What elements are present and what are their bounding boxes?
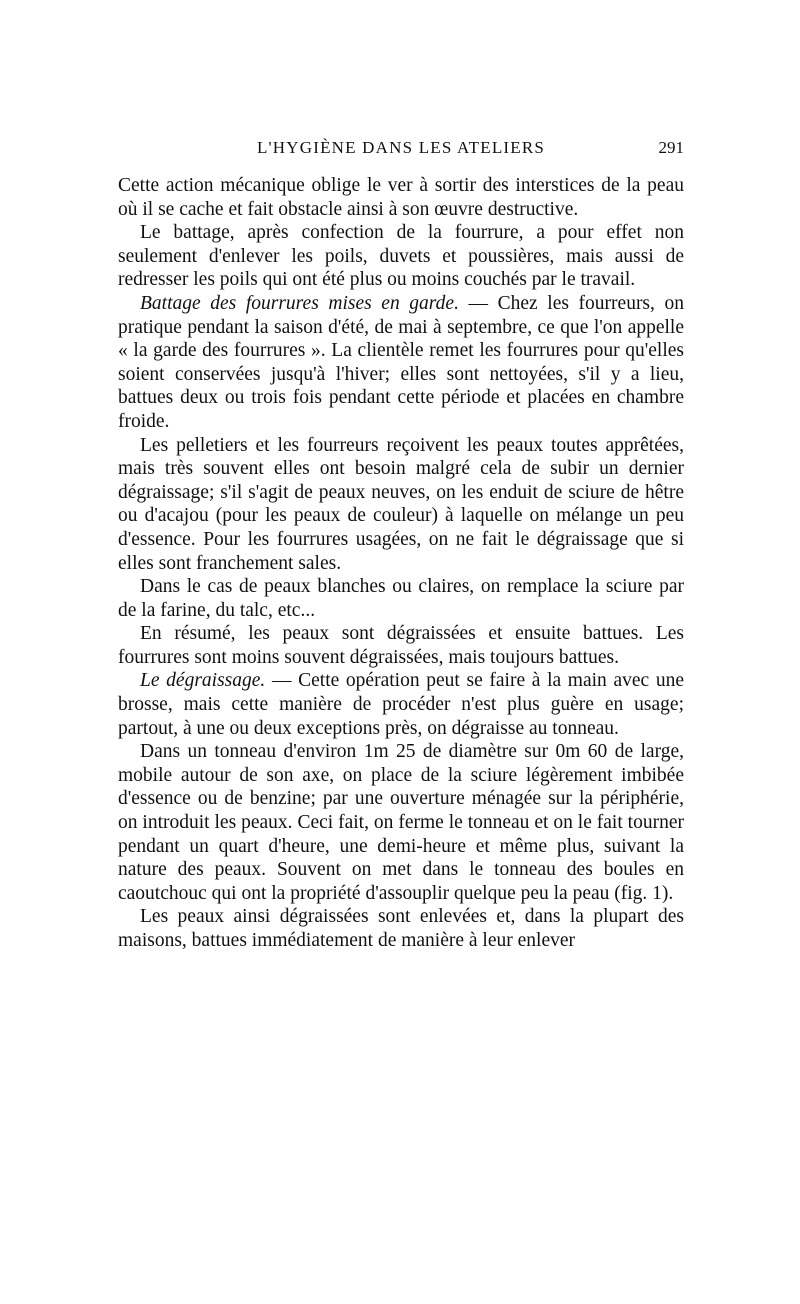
paragraph-text: Dans le cas de peaux blanches ou claires, on remplace la sciure par de la farine, du talc, etc... bbox=[118, 576, 684, 621]
body-text bbox=[118, 174, 684, 953]
paragraph-text: Cette action mécanique oblige le ver à sortir des interstices de la peau où il se cache et fait obstacle ainsi à son œuvre destructive. bbox=[118, 175, 684, 220]
paragraph bbox=[118, 905, 684, 952]
paragraph bbox=[118, 292, 684, 434]
paragraph bbox=[118, 575, 684, 622]
paragraph bbox=[118, 669, 684, 740]
paragraph bbox=[118, 622, 684, 669]
page-header bbox=[118, 138, 684, 164]
paragraph-text: Les peaux ainsi dégraissées sont enlevées et, dans la plupart des maisons, battues immédiatement de manière à leur enlever bbox=[118, 906, 684, 951]
page-number: 291 bbox=[658, 138, 684, 157]
running-title: L'HYGIÈNE DANS LES ATELIERS bbox=[256, 138, 546, 157]
paragraph bbox=[118, 434, 684, 576]
section-heading: Le dégraissage. bbox=[140, 670, 266, 692]
paragraph-text: — Cette opération peut se faire à la main avec une brosse, mais cette manière de procéder n'est plus guère en usage; partout, à une ou deux exceptions près, on dégraisse au tonneau. bbox=[118, 670, 684, 739]
paragraph-text: Dans un tonneau d'environ 1m 25 de diamètre sur 0m 60 de large, mobile autour de son axe, on place de la sciure légèrement imbibée d'essence ou de benzine; par une ouverture ménagée sur la périphérie, on introduit les peaux. Ceci fait, on ferme le tonneau et on le fait tourner pendant un quart d'heure, une demi-heure et même plus, suivant la nature des peaux. Souvent on met dans le tonneau des boules en caoutchouc qui ont la propriété d'assouplir quelque peu la peau (fig. 1). bbox=[118, 741, 684, 904]
paragraph-text: En résumé, les peaux sont dégraissées et ensuite battues. Les fourrures sont moins souvent dégraissées, mais toujours battues. bbox=[118, 623, 684, 668]
paragraph-text: Le battage, après confection de la fourrure, a pour effet non seulement d'enlever les poils, duvets et poussières, mais aussi de redresser les poils qui ont été plus ou moins couchés par le travail. bbox=[118, 222, 684, 291]
paragraph-text: Les pelletiers et les fourreurs reçoivent les peaux toutes apprêtées, mais très souvent elles ont besoin malgré cela de subir un dernier dégraissage; s'il s'agit de peaux neuves, on les enduit de sciure de hêtre ou d'acajou (pour les peaux de couleur) à laquelle on mélange un peu d'essence. Pour les fourrures usagées, on ne fait le dégraissage que si elles sont franchement sales. bbox=[118, 434, 684, 574]
paragraph-text: — Chez les fourreurs, on pratique pendant la saison d'été, de mai à septembre, ce que l'on appelle « la garde des fourrures ». La clientèle remet les fourrures pour qu'elles soient conservées jusqu'à l'hiver; elles sont nettoyées, s'il y a lieu, battues deux ou trois fois pendant cette période et placées en chambre froide. bbox=[118, 292, 684, 432]
paragraph bbox=[118, 221, 684, 292]
section-heading: Battage des fourrures mises en garde. bbox=[140, 292, 459, 314]
paragraph bbox=[118, 740, 684, 905]
paragraph bbox=[118, 174, 684, 221]
